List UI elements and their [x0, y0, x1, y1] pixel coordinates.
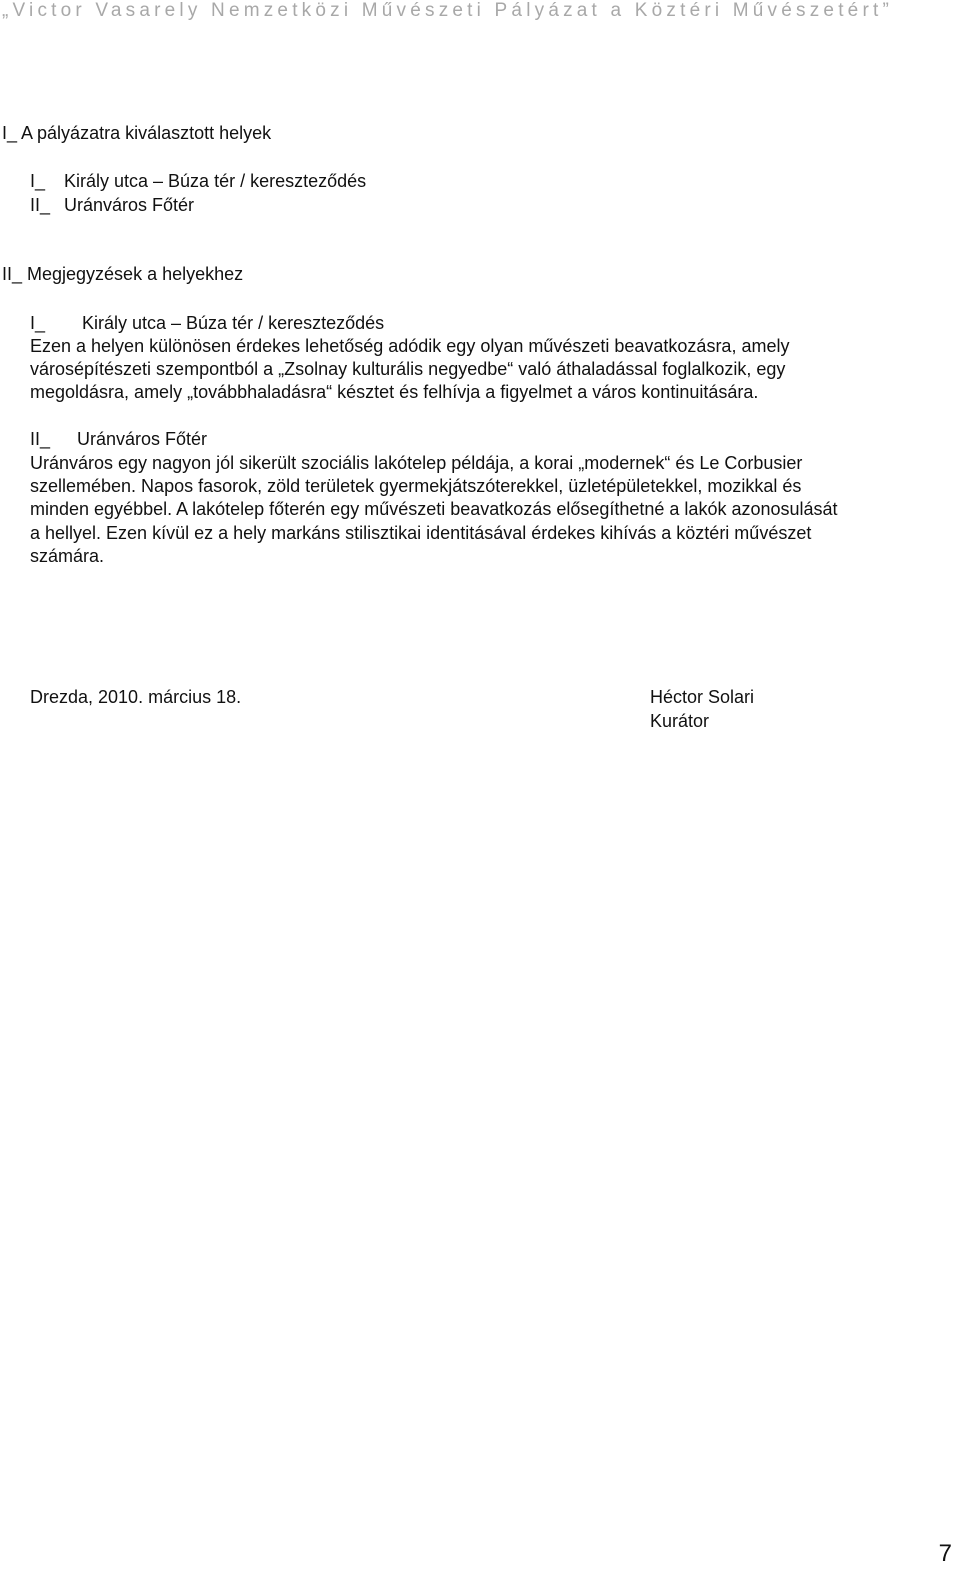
place1-line: Ezen a helyen különösen érdekes lehetőség adódik egy olyan művészeti beavatkozásra, amely	[30, 336, 790, 356]
list-item-label: Király utca – Búza tér / kereszteződés	[64, 171, 367, 191]
place1-number: I_	[30, 313, 46, 333]
signer-title: Kurátor	[650, 711, 710, 731]
place2-line: Uránváros egy nagyon jól sikerült szociális lakótelep példája, a korai „modernek“ és Le Corbusier	[30, 453, 803, 473]
place2-line: számára.	[30, 546, 105, 566]
section2-title: II_ Megjegyzések a helyekhez	[2, 264, 244, 284]
place2-heading	[30, 428, 207, 451]
place1-line: megoldásra, amely „továbbhaladásra“ késztet és felhívja a figyelmet a város kontinuitására.	[30, 382, 759, 402]
place2-line: minden egyébbel. A lakótelep főterén egy művészeti beavatkozás elősegíthetné a lakók azonosulását	[30, 499, 838, 519]
place2-line: szellemében. Napos fasorok, zöld területek gyermekjátszóterekkel, üzletépületekkel, mozikkal és	[30, 476, 802, 496]
place2-number: II_	[30, 429, 51, 449]
signer-name: Héctor Solari	[650, 687, 755, 707]
page-number: 7	[938, 1540, 952, 1567]
place-date: Drezda, 2010. március 18.	[30, 687, 242, 707]
list-item-number: I_	[30, 171, 46, 191]
place1-label: Király utca – Búza tér / kereszteződés	[82, 313, 385, 333]
place1-heading	[30, 312, 384, 335]
list-item	[30, 194, 194, 217]
place2-line: a hellyel. Ezen kívül ez a hely markáns stilisztikai identitásával érdekes kihívás a köztéri művészet	[30, 523, 812, 543]
list-item-label: Uránváros Főtér	[64, 195, 195, 215]
place1-line: városépítészeti szempontból a „Zsolnay kulturális negyedbe“ való áthaladással foglalkozik, egy	[30, 359, 786, 379]
section1-title: I_ A pályázatra kiválasztott helyek	[2, 123, 272, 143]
list-item-number: II_	[30, 195, 51, 215]
document-header: „Victor Vasarely Nemzetközi Művészeti Pályázat a Köztéri Művészetért”	[2, 0, 893, 21]
list-item	[30, 170, 366, 193]
place2-label: Uránváros Főtér	[77, 429, 208, 449]
